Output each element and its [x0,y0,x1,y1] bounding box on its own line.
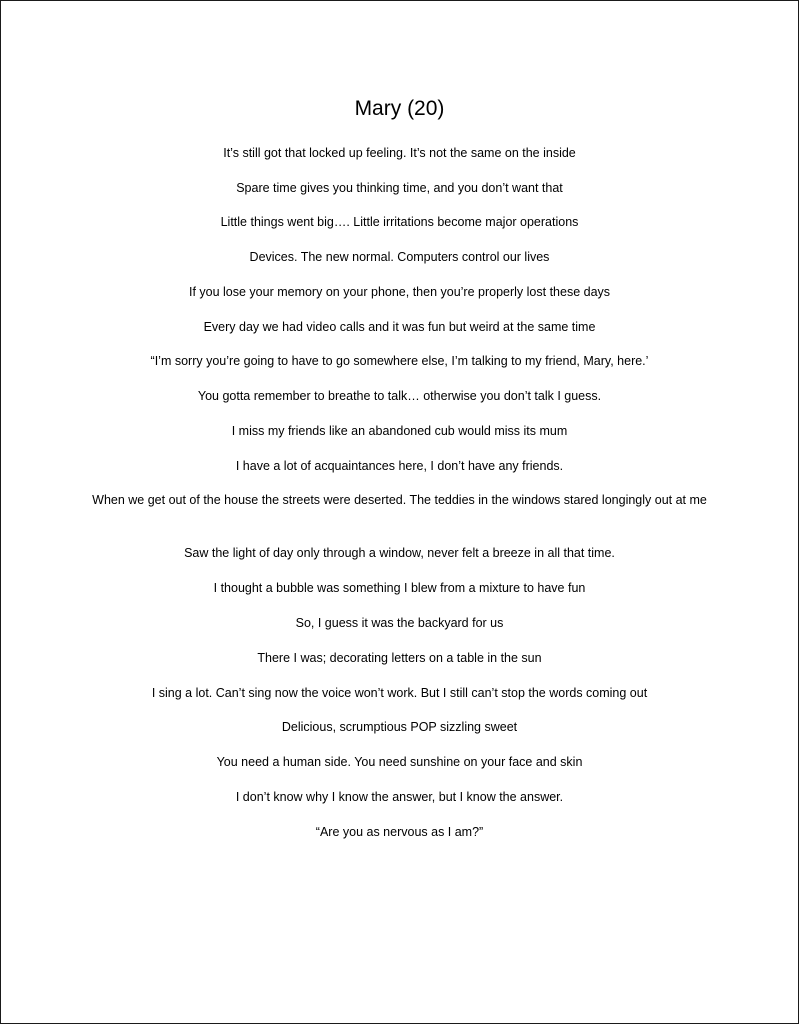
poem-line: Little things went big…. Little irritations become major operations [220,215,579,229]
poem-line: I don’t know why I know the answer, but I know the answer. [235,790,564,804]
poem-line: If you lose your memory on your phone, then you’re properly lost these days [188,285,611,299]
poem-line: Every day we had video calls and it was fun but weird at the same time [203,320,596,334]
poem-line: I thought a bubble was something I blew from a mixture to have fun [213,581,586,595]
poem-line: So, I guess it was the backyard for us [295,616,504,630]
poem-line: It’s still got that locked up feeling. It’s not the same on the inside [223,146,576,160]
poem-line: Delicious, scrumptious POP sizzling sweet [281,720,518,734]
poem-line: When we get out of the house the streets were deserted. The teddies in the windows stared longingly out at me [92,493,707,507]
poem-line: I sing a lot. Can’t sing now the voice won’t work. But I still can’t stop the words coming out [151,686,648,700]
poem-line: “I’m sorry you’re going to have to go somewhere else, I’m talking to my friend, Mary, here.’ [150,354,649,368]
poem-line: Saw the light of day only through a window, never felt a breeze in all that time. [184,546,615,560]
poem-line: Devices. The new normal. Computers control our lives [249,250,550,264]
page-title: Mary (20) [354,97,445,120]
poem-line: “Are you as nervous as I am?” [315,825,484,839]
poem-line: You need a human side. You need sunshine on your face and skin [216,755,583,769]
poem-line: Spare time gives you thinking time, and you don’t want that [236,181,563,195]
poem-line: There I was; decorating letters on a table in the sun [257,651,542,665]
poem-body [91,1,708,1023]
poem-line: You gotta remember to breathe to talk… otherwise you don’t talk I guess. [197,389,602,403]
poem-line: I have a lot of acquaintances here, I don’t have any friends. [235,459,564,473]
poem-line: I miss my friends like an abandoned cub would miss its mum [231,424,568,438]
